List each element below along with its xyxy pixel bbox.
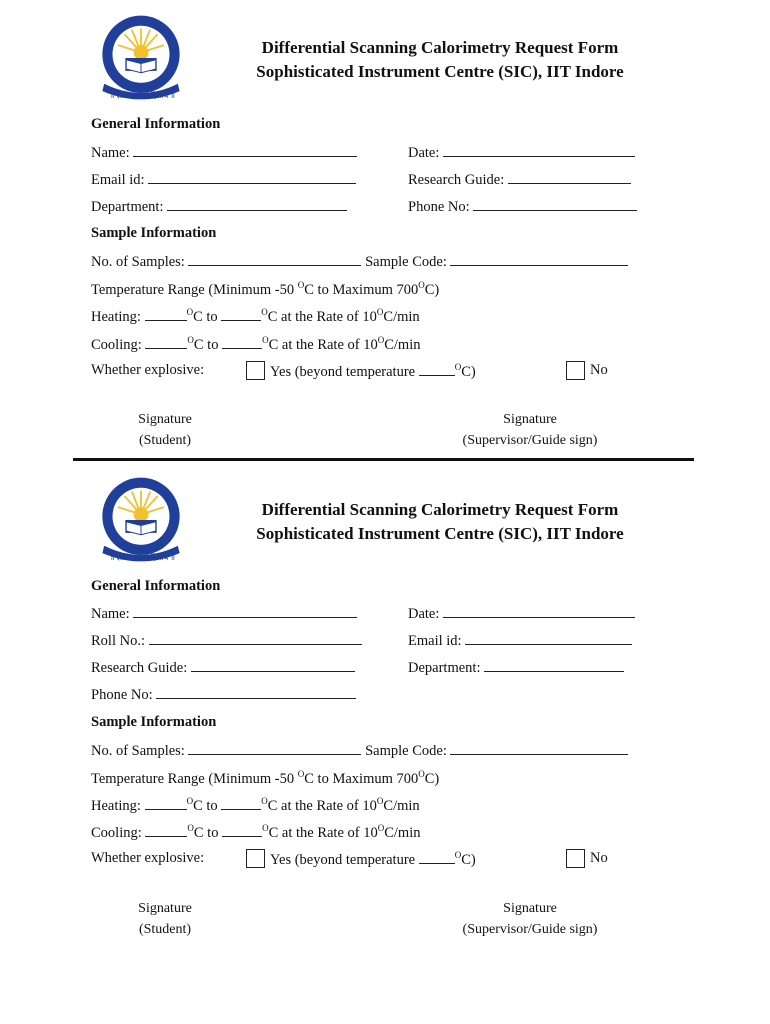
- phone-label: Phone No:: [408, 199, 470, 215]
- general-information-heading: General Information: [91, 116, 221, 132]
- heating-row: [91, 307, 420, 326]
- form-subtitle: Sophisticated Instrument Centre (SIC), IIT Indore: [256, 524, 624, 543]
- degree-sup: O: [418, 280, 425, 290]
- degree-sup: O: [376, 796, 384, 806]
- degree-sup: O: [186, 796, 194, 806]
- rate-text-post: C/min: [383, 309, 420, 325]
- c-to-text: C to: [193, 337, 219, 353]
- samples-row: [91, 742, 628, 760]
- explosive-label: Whether explosive:: [91, 362, 205, 378]
- heating-label: Heating:: [91, 798, 141, 814]
- student-signature: [120, 409, 210, 451]
- degree-sup: O: [187, 823, 194, 833]
- phone-input-line[interactable]: [156, 686, 356, 699]
- date-label: Date:: [408, 606, 440, 622]
- yes-label-pre: Yes (beyond temperature: [270, 364, 419, 380]
- name-field[interactable]: [91, 605, 357, 623]
- date-field[interactable]: [408, 144, 635, 162]
- yes-label-pre: Yes (beyond temperature: [270, 852, 419, 868]
- name-input-line[interactable]: [133, 144, 357, 157]
- phone-field[interactable]: [91, 686, 356, 704]
- signature-label: Signature: [138, 901, 192, 916]
- name-field[interactable]: [91, 144, 357, 162]
- sample-information-heading: Sample Information: [91, 225, 217, 241]
- roll-no-field[interactable]: [91, 632, 362, 650]
- research-guide-input-line[interactable]: [508, 171, 631, 184]
- name-label: Name:: [91, 145, 130, 161]
- phone-input-line[interactable]: [473, 198, 637, 211]
- cooling-from-input[interactable]: [145, 336, 187, 349]
- email-label: Email id:: [91, 172, 145, 188]
- explosive-yes-checkbox[interactable]: [246, 849, 265, 868]
- degree-sup: O: [261, 796, 268, 806]
- heating-from-input[interactable]: [145, 308, 187, 321]
- explosive-no-checkbox[interactable]: [566, 849, 585, 868]
- temp-range-pre: Temperature Range (Minimum -50: [91, 771, 298, 787]
- research-guide-label: Research Guide:: [91, 660, 188, 676]
- yes-label-post: C): [461, 364, 476, 380]
- rate-text-post: C/min: [384, 825, 421, 841]
- samples-label: No. of Samples:: [91, 254, 185, 270]
- department-field[interactable]: [408, 659, 624, 677]
- rate-text-post: C/min: [384, 337, 421, 353]
- sample-code-label: Sample Code:: [365, 254, 447, 270]
- heating-to-input[interactable]: [221, 797, 261, 810]
- degree-sup: O: [454, 850, 462, 860]
- temp-range-mid: C to Maximum 700: [304, 771, 419, 787]
- supervisor-label: (Supervisor/Guide sign): [462, 433, 598, 448]
- department-input-line[interactable]: [167, 198, 347, 211]
- cooling-to-input[interactable]: [222, 824, 262, 837]
- signature-label: Signature: [503, 901, 557, 916]
- sample-information-heading: Sample Information: [91, 714, 217, 730]
- supervisor-label: (Supervisor/Guide sign): [462, 922, 598, 937]
- degree-sup: O: [377, 823, 385, 833]
- department-input-line[interactable]: [484, 659, 624, 672]
- c-to-text: C to: [193, 798, 218, 814]
- degree-sup: O: [186, 307, 194, 317]
- cooling-to-input[interactable]: [222, 336, 262, 349]
- date-label: Date:: [408, 145, 440, 161]
- c-to-text: C to: [193, 309, 218, 325]
- logo-motto: ॥ ज्ञानं सर्वजनहिताय ॥: [110, 91, 176, 100]
- samples-input-line[interactable]: [188, 742, 361, 755]
- explosive-yes-checkbox[interactable]: [246, 361, 265, 380]
- date-input-line[interactable]: [443, 605, 635, 618]
- roll-no-input-line[interactable]: [149, 632, 362, 645]
- temp-range-pre: Temperature Range (Minimum -50: [91, 282, 298, 298]
- student-signature: [120, 898, 210, 940]
- cooling-label: Cooling:: [91, 337, 142, 353]
- temp-range-mid: C to Maximum 700: [304, 282, 419, 298]
- yes-label-post: C): [461, 852, 476, 868]
- samples-row: [91, 253, 628, 271]
- degree-sup: O: [418, 769, 425, 779]
- research-guide-field[interactable]: [408, 171, 631, 189]
- sample-code-label: Sample Code:: [365, 743, 447, 759]
- email-input-line[interactable]: [148, 171, 356, 184]
- form-title: Differential Scanning Calorimetry Request Form: [261, 38, 619, 57]
- sample-code-input-line[interactable]: [450, 253, 628, 266]
- explosive-no-checkbox[interactable]: [566, 361, 585, 380]
- degree-sup: O: [377, 335, 385, 345]
- department-field[interactable]: [91, 198, 347, 216]
- explosive-temp-input[interactable]: [419, 851, 455, 864]
- email-label: Email id:: [408, 633, 462, 649]
- date-input-line[interactable]: [443, 144, 635, 157]
- form-divider: [73, 458, 694, 461]
- heating-row: [91, 796, 420, 815]
- request-form-2: [0, 462, 770, 937]
- degree-sup: O: [261, 307, 268, 317]
- signature-label: Signature: [138, 412, 192, 427]
- phone-field[interactable]: [408, 198, 637, 216]
- degree-sup: O: [262, 823, 269, 833]
- explosive-yes-option: [270, 362, 476, 381]
- samples-label: No. of Samples:: [91, 743, 185, 759]
- department-label: Department:: [408, 660, 481, 676]
- c-to-text: C to: [193, 825, 219, 841]
- samples-input-line[interactable]: [188, 253, 361, 266]
- student-label: (Student): [138, 922, 192, 937]
- rate-text-pre: C at the Rate of 10: [267, 309, 377, 325]
- rate-text-pre: C at the Rate of 10: [267, 798, 377, 814]
- name-label: Name:: [91, 606, 130, 622]
- explosive-temp-input[interactable]: [419, 363, 455, 376]
- degree-sup: O: [297, 769, 305, 779]
- supervisor-signature: [440, 898, 620, 940]
- date-field[interactable]: [408, 605, 635, 623]
- temp-range-post: C): [424, 771, 440, 787]
- department-label: Department:: [91, 199, 164, 215]
- heating-to-input[interactable]: [221, 308, 261, 321]
- explosive-no-label: No: [590, 850, 608, 866]
- form-subtitle: Sophisticated Instrument Centre (SIC), IIT Indore: [256, 62, 624, 81]
- temperature-range-text: [91, 280, 439, 299]
- email-input-line[interactable]: [465, 632, 632, 645]
- temp-range-post: C): [424, 282, 440, 298]
- cooling-label: Cooling:: [91, 825, 142, 841]
- cooling-from-input[interactable]: [145, 824, 187, 837]
- heating-label: Heating:: [91, 309, 141, 325]
- degree-sup: O: [262, 335, 269, 345]
- degree-sup: O: [376, 307, 384, 317]
- logo-motto: ॥ ज्ञानं सर्वजनहिताय ॥: [110, 553, 176, 562]
- rate-text-post: C/min: [383, 798, 420, 814]
- roll-no-label: Roll No.:: [91, 633, 145, 649]
- student-label: (Student): [138, 433, 192, 448]
- email-field[interactable]: [91, 171, 356, 189]
- email-field[interactable]: [408, 632, 632, 650]
- explosive-label: Whether explosive:: [91, 850, 205, 866]
- form-title: Differential Scanning Calorimetry Request Form: [261, 500, 619, 519]
- degree-sup: O: [454, 362, 462, 372]
- research-guide-label: Research Guide:: [408, 172, 505, 188]
- temperature-range-text: [91, 769, 439, 788]
- degree-sup: O: [297, 280, 305, 290]
- name-input-line[interactable]: [133, 605, 357, 618]
- degree-sup: O: [187, 335, 194, 345]
- cooling-row: [91, 823, 421, 842]
- general-information-heading: General Information: [91, 578, 221, 594]
- sample-code-input-line[interactable]: [450, 742, 628, 755]
- signature-label: Signature: [503, 412, 557, 427]
- explosive-yes-option: [270, 850, 476, 869]
- research-guide-field[interactable]: [91, 659, 355, 677]
- rate-text-pre: C at the Rate of 10: [268, 825, 378, 841]
- explosive-no-label: No: [590, 362, 608, 378]
- phone-label: Phone No:: [91, 687, 153, 703]
- rate-text-pre: C at the Rate of 10: [268, 337, 378, 353]
- supervisor-signature: [440, 409, 620, 451]
- heating-from-input[interactable]: [145, 797, 187, 810]
- cooling-row: [91, 335, 421, 354]
- request-form-1: [0, 0, 770, 450]
- research-guide-input-line[interactable]: [191, 659, 355, 672]
